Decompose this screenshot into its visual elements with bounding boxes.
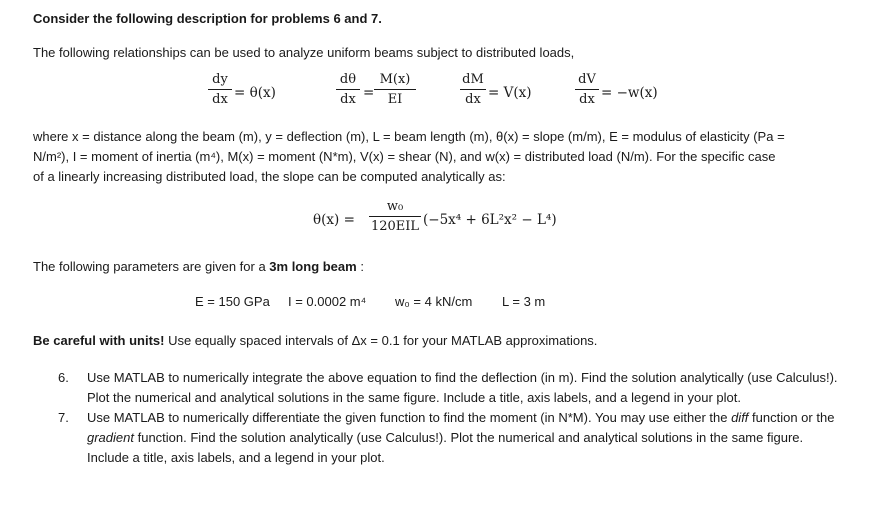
intro-text: The following relationships can be used to analyze uniform beams subject to distributed loads, <box>33 45 575 60</box>
slope-lhs: θ(x) = <box>313 212 355 228</box>
eq1-fraction <box>208 72 232 108</box>
page-title: Consider the following description for problems 6 and 7. <box>33 11 382 26</box>
definitions-paragraph <box>33 127 853 187</box>
problem-7-diff: diff <box>731 410 749 425</box>
parameters-intro-suffix: : <box>356 259 364 274</box>
caution-text: Use equally spaced intervals of Δx = 0.1 for your MATLAB approximations. <box>164 333 598 348</box>
param-w0: w₀ = 4 kN/cm <box>395 294 473 309</box>
eq2-numerator-2: M(x) <box>379 72 411 87</box>
caution-bold: Be careful with units! <box>33 333 165 348</box>
eq2-fraction-2 <box>374 72 416 108</box>
slope-rhs: (−5x⁴ + 6L²x² − L⁴) <box>423 212 557 228</box>
eq4-numerator: dV <box>578 72 596 87</box>
problem-6-marker: 6. <box>58 370 69 385</box>
eq4-denominator: dx <box>579 92 595 107</box>
eq1-numerator: dy <box>212 72 228 87</box>
parameters-intro-bold: 3m long beam <box>269 259 357 274</box>
problem-7-text-b: function or the <box>748 410 835 425</box>
param-L: L = 3 m <box>502 294 546 309</box>
eq2-denominator-2: EI <box>387 92 403 107</box>
problem-7-text-a: Use MATLAB to numerically differentiate the given function to find the moment (in N*M). You may use either the <box>87 410 732 425</box>
eq2-denominator: dx <box>340 92 356 107</box>
definitions-line-3: of a linearly increasing distributed load, the slope can be computed analytically as: <box>33 169 506 184</box>
slope-denominator: 120EIL <box>370 219 420 234</box>
definitions-line-2: N/m²), I = moment of inertia (m⁴), M(x) = moment (N*m), V(x) = shear (N), and w(x) = distributed load (N/m). For the specific case <box>33 149 776 164</box>
slope-numerator: w₀ <box>386 199 404 214</box>
problem-7-marker: 7. <box>58 410 69 425</box>
eq2-fraction <box>336 72 360 108</box>
problem-6-text: Use MATLAB to numerically integrate the above equation to find the deflection (in m). Find the solution analytically (use Calculus!). Plot the numerical and analytical solutions in the same figure. Include a title, axis labels, and a legend in your plot. <box>87 370 838 405</box>
eq1-denominator: dx <box>212 92 228 107</box>
caution-note <box>33 333 597 349</box>
problem-item-7 <box>58 408 848 468</box>
eq3-fraction <box>460 72 486 108</box>
param-E: E = 150 GPa <box>195 294 270 309</box>
eq2-numerator: dθ <box>339 72 357 87</box>
slope-fraction <box>369 199 421 235</box>
problem-7-text-c: function. Find the solution analytically (use Calculus!). Plot the numerical and analytical solutions in the same figure. Include a title, axis labels, and a legend in your plot. <box>87 430 804 465</box>
eq3-denominator: dx <box>465 92 481 107</box>
eq1-rhs: = θ(x) <box>234 85 276 101</box>
eq3-rhs: = V(x) <box>488 85 532 101</box>
definitions-line-1: where x = distance along the beam (m), y = deflection (m), L = beam length (m), θ(x) = slope (m/m), E = modulus of elasticity (Pa = <box>33 129 785 144</box>
eq3-numerator: dM <box>462 72 484 87</box>
eq2-equals: = <box>363 85 375 101</box>
parameters-intro <box>33 259 364 275</box>
problem-list <box>58 368 848 468</box>
parameters-intro-prefix: The following parameters are given for a <box>33 259 270 274</box>
problem-item-6 <box>58 368 848 408</box>
eq4-rhs: = −w(x) <box>601 85 658 101</box>
eq4-fraction <box>575 72 599 108</box>
problem-7-gradient: gradient <box>87 430 134 445</box>
param-I: I = 0.0002 m⁴ <box>288 294 367 309</box>
